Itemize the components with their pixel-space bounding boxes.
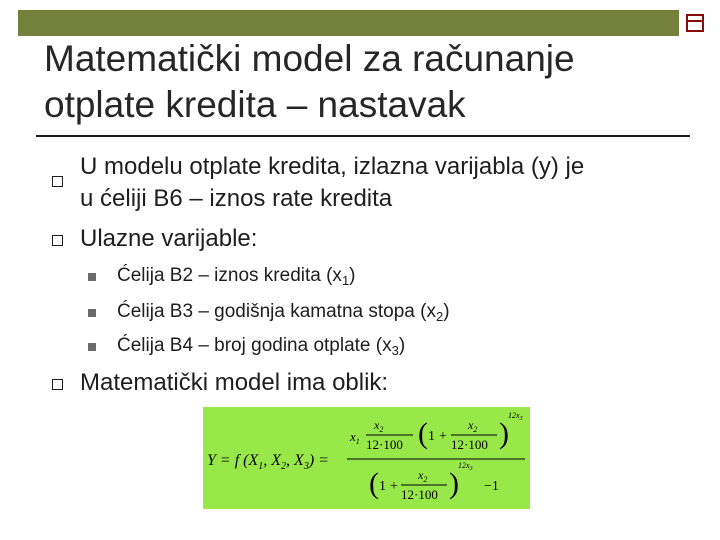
bullet-1-line-1: U modelu otplate kredita, izlazna varijabla (y) je — [80, 153, 585, 180]
bullet-3: Matematički model ima oblik: — [80, 369, 389, 396]
denominator-exponent: $12x_3$ — [458, 461, 473, 472]
inner-x2: $x_2$ — [468, 418, 478, 434]
title-divider — [36, 135, 690, 137]
filled-square-bullet-icon — [88, 309, 96, 317]
hollow-square-bullet-icon — [52, 235, 63, 246]
bullet-2: Ulazne varijable: — [80, 225, 258, 252]
numerator-exponent: $12x_3$ — [508, 411, 523, 422]
formula-image — [203, 407, 530, 509]
hollow-square-bullet-icon — [52, 176, 63, 187]
sub-bullet-1: Ćelija B2 – iznos kredita $(x_1)$ — [117, 265, 356, 288]
filled-square-bullet-icon — [88, 273, 96, 281]
formula-lhs: Y = f ($X_1$, $X_2$, $X_3$) = — [207, 452, 329, 472]
left-paren: ( — [418, 417, 428, 450]
numerator-x2: $x_2$ — [374, 418, 384, 434]
sub-bullet-2: Ćelija B3 – godišnja kamatna stopa $(x_2)$ — [117, 301, 450, 324]
numerator-x1: $x_1$ — [350, 429, 360, 446]
denominator-denominator: 12·100 — [401, 487, 438, 502]
inner-denominator: 12·100 — [451, 437, 488, 452]
hollow-square-bullet-icon — [52, 379, 63, 390]
numerator-denominator: 12·100 — [366, 437, 403, 452]
bullet-1-line-2: u ćeliji B6 – iznos rate kredita — [80, 185, 393, 212]
denominator-x2: $x_2$ — [418, 468, 428, 484]
formula-svg — [203, 407, 530, 509]
decorative-square-line — [688, 20, 702, 32]
filled-square-bullet-icon — [88, 343, 96, 351]
right-paren: ) — [499, 417, 509, 450]
numerator-one: 1 — [428, 429, 435, 444]
denominator-plus: + — [390, 479, 398, 494]
decorative-top-bar — [18, 10, 679, 36]
left-paren: ( — [369, 467, 379, 500]
slide-title: Matematički model za računanje otplate kredita – nastavak — [44, 38, 575, 125]
numerator-plus: + — [439, 429, 447, 444]
sub-bullet-3: Ćelija B4 – broj godina otplate $(x_3)$ — [117, 335, 406, 358]
denominator-minus-one: −1 — [484, 479, 499, 494]
denominator-one: 1 — [379, 479, 386, 494]
right-paren: ) — [449, 467, 459, 500]
